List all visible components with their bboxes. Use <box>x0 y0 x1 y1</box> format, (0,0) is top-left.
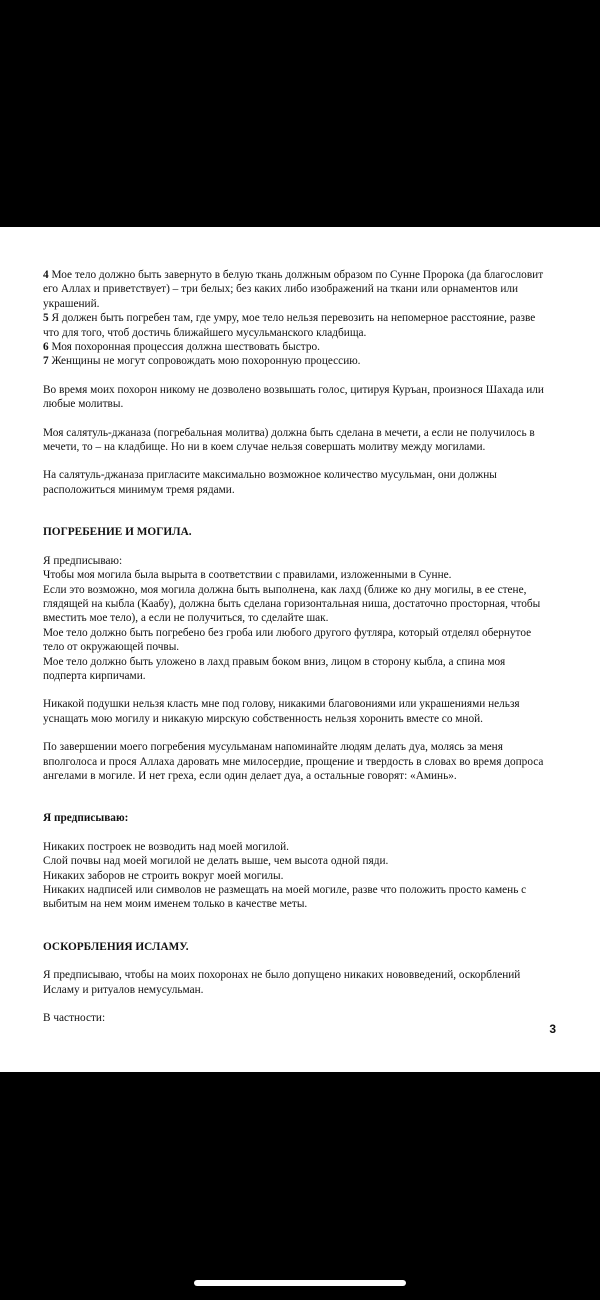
prescribe-line: Никаких построек не возводить над моей могилой. <box>43 840 289 853</box>
burial-line: Если это возможно, моя могила должна быть выполнена, как лахд (ближе ко дну могилы, в ее стене, глядящей на кыбла (Каабу), должна быть сделана горизонтальная ниша, достаточно просторная, чтобы вместить мое тело), а если не получиться, то сделайте шак. <box>43 583 541 625</box>
prescribe-line: Слой почвы над моей могилой не делать выше, чем высота одной пяди. <box>43 855 389 868</box>
item-number: 7 <box>43 355 49 368</box>
paragraph-invite: На салятуль-джаназа пригласите максимально возможное количество мусульман, они должны расположиться минимум тремя рядами. <box>43 469 497 496</box>
item-text: Моя похоронная процессия должна шествовать быстро. <box>51 341 320 354</box>
paragraph-voice: Во время моих похорон никому не дозволено возвышать голос, цитируя Куръан, произнося Шахада или любые молитвы. <box>43 383 544 411</box>
list-item <box>43 354 548 368</box>
home-indicator[interactable] <box>194 1280 406 1286</box>
heading-insult: ОСКОРБЛЕНИЯ ИСЛАМУ. <box>43 940 189 953</box>
burial-line: Мое тело должно быть погребено без гроба или любого другого футляра, который отделял обернутое тело от окружающей почвы. <box>43 626 532 654</box>
page-number: 3 <box>549 1022 556 1036</box>
prescribe-line: Никаких заборов не строить вокруг моей могилы. <box>43 869 284 882</box>
document-page <box>0 227 600 1072</box>
list-item <box>43 311 548 340</box>
list-item <box>43 340 548 354</box>
item-number: 5 <box>43 312 49 325</box>
paragraph-salat: Моя салятуль-джаназа (погребальная молитва) должна быть сделана в мечети, а если не получилось в мечети, то – на кладбище. Но ни в коем случае нельзя совершать молитву между могилами. <box>43 426 535 454</box>
item-text: Женщины не могут сопровождать мою похоронную процессию. <box>51 355 361 368</box>
item-text: Мое тело должно быть завернуто в белую ткань должным образом по Сунне Пророка (да благословит его Аллах и приветствует) – три белых; без каких либо изображений на ткани или орнаментов или украшений. <box>43 269 544 310</box>
burial-line: Мое тело должно быть уложено в лахд правым боком вниз, лицом в сторону кыбла, а спина моя подперта кирпичами. <box>43 655 506 682</box>
paragraph-dua: По завершении моего погребения мусульманам напоминайте людям делать дуа, молясь за меня вполголоса и прося Аллаха даровать мне милосердие, прощение и твердость в словах во время допроса ангелами в могиле. И нет греха, если один делает дуа, а остальные говорят: «Аминь». <box>43 741 544 782</box>
heading-burial: ПОГРЕБЕНИЕ И МОГИЛА. <box>43 526 192 539</box>
burial-line: Я предписываю: <box>43 554 123 567</box>
item-text: Я должен быть погребен там, где умру, мое тело нельзя перевозить на непомерное расстояние, разве что для того, чтоб достичь ближайшего мусульманского кладбища. <box>43 312 536 339</box>
paragraph-particular: В частности: <box>43 1012 106 1025</box>
paragraph-pillow: Никакой подушки нельзя класть мне под голову, никакими благовониями или украшениями нельзя уснащать мою могилу и никакую мирскую собственность нельзя хоронить вместе со мной. <box>43 698 520 725</box>
item-number: 4 <box>43 269 49 281</box>
page-content <box>43 268 548 1025</box>
list-item <box>43 268 548 311</box>
heading-prescribe: Я предписываю: <box>43 812 129 825</box>
prescribe-line: Никаких надписей или символов не размещать на моей могиле, разве что положить просто камень с выбитым на нем моим именем только в качестве меты. <box>43 884 527 911</box>
burial-line: Чтобы моя могила была вырыта в соответствии с правилами, изложенными в Сунне. <box>43 569 452 582</box>
item-number: 6 <box>43 341 49 354</box>
paragraph-insult: Я предписываю, чтобы на моих похоронах не было допущено никаких нововведений, оскорблений Исламу и ритуалов немусульман. <box>43 969 521 996</box>
